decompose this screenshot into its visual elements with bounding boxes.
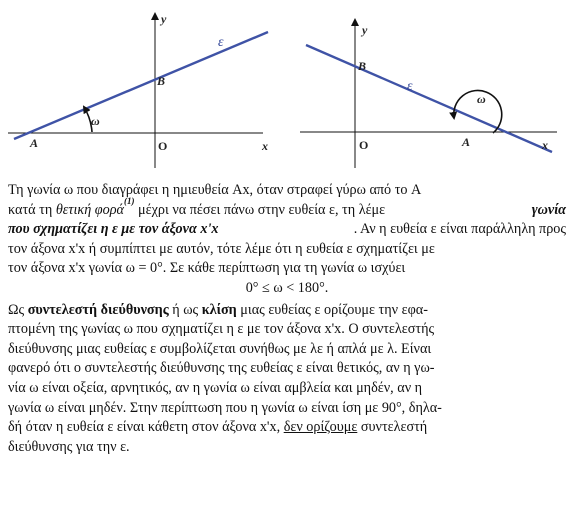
defined-term: που σχηματίζει η ε με τον άξονα x'x (8, 221, 219, 238)
line-epsilon (14, 32, 268, 139)
paragraph-2-line-3 (8, 340, 566, 360)
epsilon-label: ε (407, 79, 413, 94)
figures (0, 0, 572, 172)
line-epsilon (306, 45, 552, 152)
paragraph-1-line-1 (8, 181, 566, 201)
text-run: κατά τη (8, 201, 56, 218)
text-run: συντελεστή (357, 419, 428, 436)
text-run: διεύθυνσης για την ε. (8, 438, 130, 455)
text-run: τον άξονα x'x γωνία ω = 0°. Σε κάθε περίπτωση για τη γωνία ω ισχύει (8, 260, 406, 277)
text-run: τον άξονα x'x ή συμπίπτει με αυτόν, τότε λέμε ότι η ευθεία ε σχηματίζει με (8, 240, 435, 257)
paragraph-2-line-1 (8, 301, 566, 321)
figure-right (300, 20, 557, 168)
text-run: . Αν η ευθεία ε είναι παράλληλη προς (353, 221, 566, 238)
point-a-label: A (30, 136, 39, 150)
text-run: Τη γωνία ω που διαγράφει η ημιευθεία Ax, όταν στραφεί γύρω από το A (8, 182, 422, 198)
paragraph-2-line-7 (8, 418, 566, 438)
paragraph-2-line-6 (8, 399, 566, 419)
origin-label: O (359, 138, 369, 152)
paragraph-2-line-4 (8, 359, 566, 379)
text-run: Ως (8, 301, 28, 318)
point-b-label: B (157, 74, 166, 88)
emphasized-phrase: δεν ορίζουμε (283, 419, 358, 436)
defined-term: συντελεστή διεύθυνσης (27, 301, 169, 318)
text-run: πτομένη της γωνίας ω που σχηματίζει η ε με τον άξονα x'x. Ο συντελεστής (8, 321, 435, 338)
text-run: δή όταν η ευθεία ε είναι κάθετη στον άξονα x'x, (8, 419, 284, 436)
paragraph-1-line-5 (8, 259, 566, 279)
point-a-label: A (462, 135, 471, 149)
defined-term: κλίση (201, 301, 237, 318)
paragraph-2-line-2 (8, 320, 566, 340)
text-run: νία ω είναι οξεία, αρνητικός, αν η γωνία ω είναι αμβλεία και μηδέν, αν η (8, 379, 423, 396)
defined-term: γωνία (531, 201, 566, 218)
paragraph-1-line-3 (8, 220, 566, 240)
point-b-label: B (358, 59, 367, 73)
positive-direction-term: θετική φορά (55, 201, 124, 218)
paragraph-2-line-8 (8, 438, 566, 458)
text-run: μέχρι να πέσει πάνω στην ευθεία ε, τη λέμε (134, 201, 389, 218)
x-label: x (542, 138, 548, 152)
text-run: γωνία ω είναι μηδέν. Στην περίπτωση που η γωνία ω είναι ίση με 90°, δηλα- (8, 399, 442, 416)
y-label: y (161, 12, 167, 26)
text-run: φανερό ότι ο συντελεστής διεύθυνσης της ευθείας ε είναι θετικός, αν η γω- (8, 360, 435, 377)
footnote-marker: (1) (124, 195, 135, 206)
angle-range-formula: 0° ≤ ω < 180°. (245, 279, 329, 296)
paragraph-1-line-4 (8, 240, 566, 260)
body-text (8, 181, 566, 457)
origin-label: O (158, 139, 168, 153)
figure-left (8, 12, 268, 168)
y-label: y (362, 23, 368, 37)
paragraph-1-line-6 (8, 279, 566, 299)
paragraph-2-line-5 (8, 379, 566, 399)
epsilon-label: ε (218, 35, 224, 50)
omega-label: ω (91, 114, 100, 128)
x-label: x (262, 139, 268, 153)
text-run: διεύθυνσης μιας ευθείας ε συμβολίζεται συνήθως με λε ή απλά με λ. Είναι (8, 340, 432, 357)
paragraph-1-line-2 (8, 195, 566, 221)
text-run: ή ως (168, 301, 202, 318)
text-run: μιας ευθείας ε ορίζουμε την εφα- (236, 301, 428, 318)
omega-label: ω (477, 92, 486, 106)
